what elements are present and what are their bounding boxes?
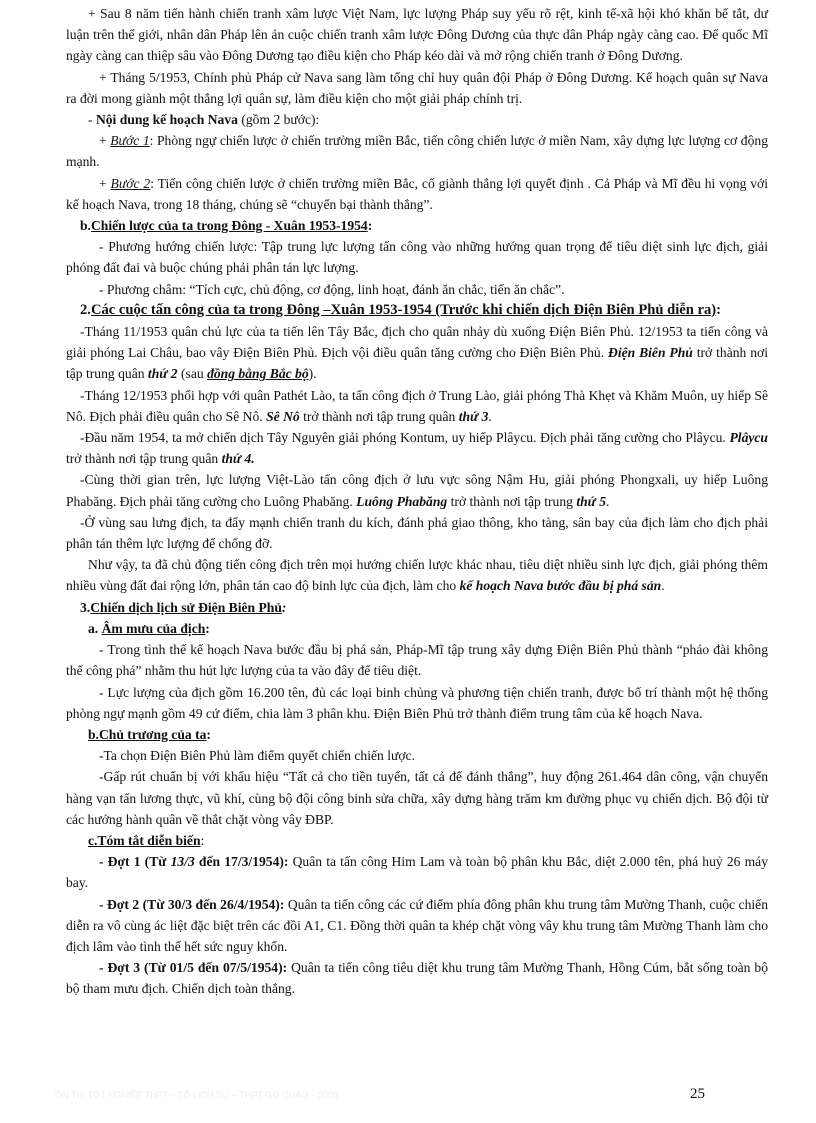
subsection-heading: c.Tóm tắt diễn biến:	[88, 832, 205, 848]
paragraph: - Lực lượng của địch gồm 16.200 tên, đủ các loại binh chủng và phương tiện chiến tranh, được bố trí thành một hệ thống phòng ngự mạnh gồm 49 cứ điểm, chia làm 3 phân khu. Điện Biên Phủ trở thành điểm trung tâm của kế hoạch Nava.	[66, 684, 768, 721]
paragraph: + Bước 1: Phòng ngự chiến lược ở chiến trường miền Bắc, tiến công chiến lược ở miền Nam, xây dựng lực lượng cơ động mạnh.	[66, 133, 768, 170]
section-heading: 2.Các cuộc tấn công của ta trong Đông –Xuân 1953-1954 (Trước khi chiến dịch Điện Biên Phủ diễn ra):	[80, 301, 722, 318]
subsection-heading: a. Âm mưu của địch:	[88, 620, 210, 636]
paragraph: - Phương châm: “Tích cực, chủ động, cơ động, linh hoạt, đánh ăn chắc, tiến ăn chắc”.	[99, 281, 565, 297]
paragraph: - Đợt 1 (Từ 13/3 đến 17/3/1954): Quân ta tấn công Him Lam và toàn bộ phân khu Bắc, diệt 2.000 tên, phá huỷ 26 máy bay.	[66, 854, 769, 891]
paragraph: - Trong tình thế kế hoạch Nava bước đầu bị phá sản, Pháp-Mĩ tập trung xây dựng Điện Biên Phủ thành “pháo đài không thể công phá” nhằm thu hút lực lượng của ta vào đây để tiêu diệt.	[66, 642, 768, 679]
paragraph: -Ta chọn Điện Biên Phủ làm điểm quyết chiến chiến lược.	[99, 748, 415, 764]
paragraph: -Đầu năm 1954, ta mở chiến dịch Tây Nguyên giải phóng Kontum, uy hiếp Plâycu. Địch phải tăng cường cho Plâycu. Plâycu trở thành nơi tập trung quân thứ 4.	[66, 430, 768, 467]
section-heading: b.Chiến lược của ta trong Đông - Xuân 1953-1954:	[80, 218, 373, 234]
paragraph: -Tháng 12/1953 phối hợp với quân Pathét Lào, ta tấn công địch ở Trung Lào, giải phóng Thà Khẹt và Khăm Muôn, uy hiếp Sê Nô. Địch phải điều quân cho Sê Nô. Sê Nô trở thành nơi tập trung quân thứ 3.	[66, 387, 768, 424]
paragraph: - Nội dung kế hoạch Nava (gồm 2 bước):	[88, 112, 320, 128]
paragraph: + Bước 2: Tiến công chiến lược ở chiến trường miền Bắc, cố giành thắng lợi quyết định . Cả Pháp và Mĩ đều hi vọng với kế hoạch Nava, trong 18 tháng, chúng sẽ “chuyển bại thành thắng”.	[66, 175, 769, 212]
paragraph: + Tháng 5/1953, Chính phủ Pháp cử Nava sang làm tổng chỉ huy quân đội Pháp ở Đông Dương. Kế hoạch quân sự Nava ra đời mong giành một thắng lợi quân sự, làm điều kiện cho một giải pháp chính trị.	[66, 69, 768, 106]
paragraph: -Tháng 11/1953 quân chủ lực của ta tiến lên Tây Bắc, địch cho quân nhảy dù xuống Điện Biên Phủ. 12/1953 ta tiến công và giải phóng Lai Châu, bao vây Điện Biên Phủ. Địch vội điều quân tăng cường cho Điện Biên Phủ. Điện Biên Phủ trở thành nơi tập trung quân thứ 2 (sau đồng bằng Bắc bộ).	[66, 324, 768, 382]
paragraph: - Đợt 2 (Từ 30/3 đến 26/4/1954): Quân ta tiến công các cứ điểm phía đông phân khu trung tâm Mường Thanh, cuộc chiến diễn ra vô cùng ác liệt đặc biệt trên các đồi A1, C1. Đồng thời quân ta khép chặt vòng vây khu trung tâm Mường Thanh làm cho địch lâm vào tình thế hết sức nguy khốn.	[66, 896, 768, 954]
paragraph: -Gấp rút chuẩn bị với khẩu hiệu “Tất cả cho tiền tuyến, tất cả để đánh thắng”, huy động 261.464 dân công, vận chuyển hàng vạn tấn lương thực, vũ khí, cùng bộ đội công binh sửa chữa, xây dựng hàng trăm km đường phục vụ chiến dịch. Bộ đội từ các hướng hành quân về thắt chặt vòng vây ĐBP.	[66, 769, 768, 827]
page-footer: ÔN THI TỐT NGHIỆP THPT – TỔ LỊCH SỬ – THPT GÒ QUAO – 2008	[55, 1090, 339, 1100]
paragraph: -Cùng thời gian trên, lực lượng Việt-Lào tấn công địch ở lưu vực sông Nậm Hu, giải phóng Phongxali, uy hiếp Luông Phabăng. Địch phải tăng cường cho Luông Phabăng. Luông Phabăng trở thành nơi tập trung thứ 5.	[66, 472, 768, 509]
paragraph: + Sau 8 năm tiến hành chiến tranh xâm lược Việt Nam, lực lượng Pháp suy yếu rõ rệt, kinh tế-xã hội khó khăn bế tắt, dư luận trên thế giới, nhân dân Pháp lên án cuộc chiến tranh xâm lược Đông Dương của thực dân Pháp ngày càng cao. Đế quốc Mĩ ngày càng can thiệp sâu vào Đông Dương tạo điều kiện cho Pháp kéo dài và mở rộng chiến tranh ở Đông Dương.	[66, 6, 768, 64]
section-heading: 3.Chiến dịch lịch sử Điện Biên Phủ:	[80, 599, 287, 615]
page-number: 25	[690, 1086, 705, 1102]
paragraph: - Phương hướng chiến lược: Tập trung lực lượng tấn công vào những hướng quan trọng để tiêu diệt sinh lực địch, giải phóng đất đai và buộc chúng phải phân tán lực lượng.	[66, 239, 768, 276]
paragraph: -Ở vùng sau lưng địch, ta đẩy mạnh chiến tranh du kích, đánh phá giao thông, kho tàng, sân bay của địch làm cho địch phải phân tán thêm lực lượng để chống đỡ.	[66, 514, 768, 552]
paragraph: Như vậy, ta đã chủ động tiến công địch trên mọi hướng chiến lược khác nhau, tiêu diệt nhiều sinh lực địch, giải phóng thêm nhiều vùng đất đai rộng lớn, phân tán cao độ binh lực của địch, làm cho kế hoạch Nava bước đầu bị phá sản.	[66, 557, 768, 594]
paragraph: - Đợt 3 (Từ 01/5 đến 07/5/1954): Quân ta tiến công tiêu diệt khu trung tâm Mường Thanh, Hồng Cúm, bắt sống toàn bộ bộ tham mưu địch. Chiến dịch toàn thắng.	[66, 960, 768, 997]
page-content	[66, 3, 768, 1000]
subsection-heading: b.Chủ trương của ta:	[88, 726, 211, 742]
